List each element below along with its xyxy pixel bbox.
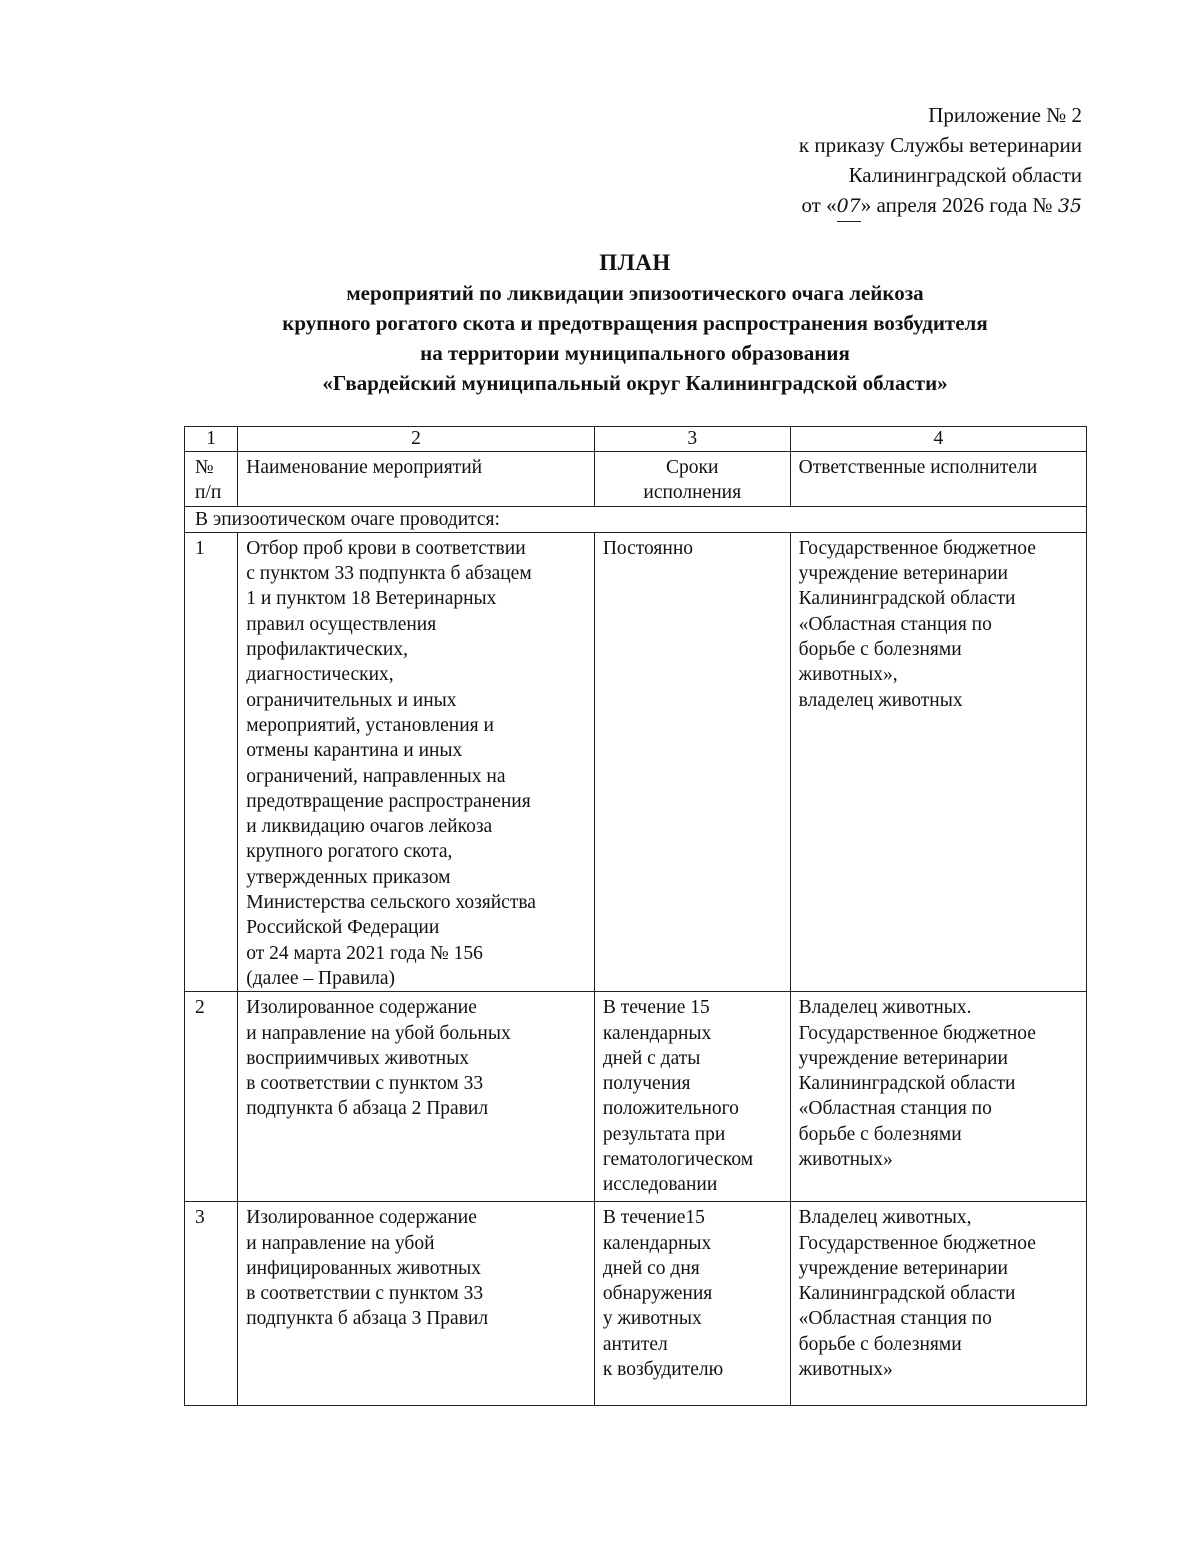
column-number: 4 <box>790 427 1086 452</box>
appendix-line-1: Приложение № 2 <box>928 103 1082 127</box>
row-responsible: Владелец животных. Государственное бюджетное учреждение ветеринарии Калининградской области «Областная станция по борьбе с болезнями животных» <box>790 992 1086 1202</box>
title-line-1: мероприятий по ликвидации эпизоотического очага лейкоза <box>346 281 924 305</box>
row-activity: Отбор проб крови в соответствии с пунктом 33 подпункта б абзацем 1 и пунктом 18 Ветеринарных правил осуществления профилактических, диагностических, ограничительных и иных мероприятий, установления и отмены карантина и иных ограничений, направленных на предотвращение распространения и ликвидацию очагов лейкоза крупного рогатого скота, утвержденных приказом Министерства сельского хозяйства Российской Федерации от 24 марта 2021 года № 156 (далее – Правила) <box>238 532 595 991</box>
table-row <box>185 1202 1087 1406</box>
table-row <box>185 992 1087 1202</box>
header-activity: Наименование мероприятий <box>238 452 595 507</box>
column-number-row <box>185 427 1087 452</box>
header-responsible: Ответственные исполнители <box>790 452 1086 507</box>
row-term: Постоянно <box>594 532 790 991</box>
table-header-row <box>185 452 1087 507</box>
column-number: 2 <box>238 427 595 452</box>
header-number: № п/п <box>185 452 238 507</box>
title-line-2: крупного рогатого скота и предотвращения распространения возбудителя <box>282 311 988 335</box>
appendix-date-line <box>799 190 1082 222</box>
row-activity: Изолированное содержание и направление на убой инфицированных животных в соответствии с пунктом 33 подпункта б абзаца 3 Правил <box>238 1202 595 1406</box>
title-heading: ПЛАН <box>599 250 671 275</box>
row-number: 1 <box>185 532 238 991</box>
table-row <box>185 532 1087 991</box>
date-prefix: от « <box>801 193 837 217</box>
row-term: В течение 15 календарных дней с даты получения положительного результата при гематологическом исследовании <box>594 992 790 1202</box>
document-title <box>150 248 1120 398</box>
appendix-line-3: Калининградской области <box>848 163 1082 187</box>
appendix-line-2: к приказу Службы ветеринарии <box>798 133 1082 157</box>
date-middle: » апреля 2026 года № <box>860 193 1058 217</box>
row-responsible: Государственное бюджетное учреждение ветеринарии Калининградской области «Областная станция по борьбе с болезнями животных», владелец животных <box>790 532 1086 991</box>
row-number: 3 <box>185 1202 238 1406</box>
title-line-3: на территории муниципального образования <box>420 341 850 365</box>
header-term: Сроки исполнения <box>594 452 790 507</box>
row-responsible: Владелец животных, Государственное бюджетное учреждение ветеринарии Калининградской области «Областная станция по борьбе с болезнями животных» <box>790 1202 1086 1406</box>
column-number: 1 <box>185 427 238 452</box>
column-number: 3 <box>594 427 790 452</box>
row-term: В течение15 календарных дней со дня обнаружения у животных антител к возбудителю <box>594 1202 790 1406</box>
date-day-handwritten: 07 <box>837 191 861 222</box>
title-line-4: «Гвардейский муниципальный округ Калининградской области» <box>322 371 948 395</box>
plan-table <box>184 426 1087 1406</box>
row-activity: Изолированное содержание и направление на убой больных восприимчивых животных в соответствии с пунктом 33 подпункта б абзаца 2 Правил <box>238 992 595 1202</box>
section-row <box>185 506 1087 532</box>
appendix-block <box>799 100 1082 222</box>
order-number-handwritten: 35 <box>1057 195 1082 217</box>
section-label: В эпизоотическом очаге проводится: <box>185 506 1087 532</box>
row-number: 2 <box>185 992 238 1202</box>
